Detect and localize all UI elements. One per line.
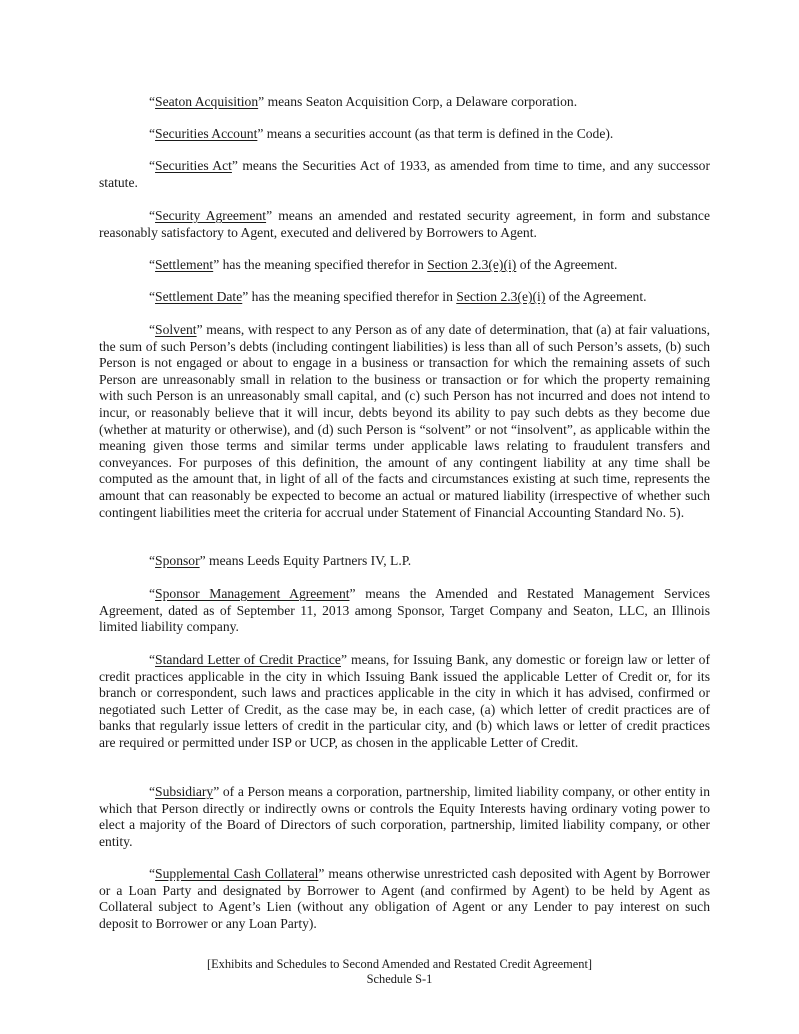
- defined-term: Seaton Acquisition: [155, 94, 259, 109]
- defined-term: Subsidiary: [155, 784, 214, 799]
- footer-page-label: Schedule S-1: [366, 972, 433, 986]
- definition-text: ” of a Person means a corporation, partnership, limited liability company, or other entity in which that Person directly or indirectly owns or controls the Equity Interests having ordinary voting power to elect a majority of the Board of Directors of such corporation, partnership, limited liability company, or other entity.: [99, 784, 710, 849]
- definition-text: ” means otherwise unrestricted cash deposited with Agent by Borrower or a Loan Party and designated by Borrower to Agent (and confirmed by Agent) to be held by Agent as Collateral subject to Agent’s Lien (without any obligation of Agent or any Lender to pay interest on such deposit to Borrower or any Loan Party).: [99, 866, 710, 931]
- definition-solvent: [99, 322, 710, 521]
- definition-text: ” has the meaning specified therefor in: [242, 289, 457, 304]
- page-footer: [0, 957, 799, 987]
- defined-term: Security Agreement: [155, 208, 267, 223]
- defined-term: Solvent: [155, 322, 197, 337]
- open-quote: “: [149, 784, 156, 799]
- open-quote: “: [149, 586, 156, 601]
- footer-title: [Exhibits and Schedules to Second Amended and Restated Credit Agreement]: [206, 957, 593, 971]
- defined-term: Securities Act: [155, 158, 232, 173]
- open-quote: “: [149, 322, 156, 337]
- definition-text: ” means the Securities Act of 1933, as amended from time to time, and any successor statute.: [99, 158, 710, 190]
- defined-term: Settlement Date: [155, 289, 243, 304]
- definition-text: ” means, with respect to any Person as of any date of determination, that (a) at fair valuations, the sum of such Person’s debts (including contingent liabilities) is less than all of such Person’s assets, (b) such Person is not engaged or about to engage in a business or transaction for which the remaining assets of such Person are unreasonably small in relation to the business or transaction or for which the property remaining with such Person is an unreasonably small capital, and (c) such Person has not incurred and does not intend to incur, or reasonably believe that it will incur, debts beyond its ability to pay such debts as they become due (whether at maturity or otherwise), and (d) such Person is “solvent” or not “insolvent”, as applicable within the meaning given those terms and similar terms under applicable laws relating to fraudulent transfers and conveyances. For purposes of this definition, the amount of any contingent liability at any time shall be computed as the amount that, in light of all of the facts and circumstances existing at such time, represents the amount that can reasonably be expected to become an actual or matured liability (irrespective of whether such contingent liabilities meet the criteria for accrual under Statement of Financial Accounting Standard No. 5).: [99, 322, 710, 520]
- defined-term: Settlement: [155, 257, 214, 272]
- definition-text: ” means an amended and restated security agreement, in form and substance reasonably satisfactory to Agent, executed and delivered by Borrowers to Agent.: [99, 208, 710, 240]
- definition-text: ” means a securities account (as that term is defined in the Code).: [257, 126, 614, 141]
- defined-term: Sponsor: [155, 553, 200, 568]
- definition-sponsor: [99, 553, 710, 570]
- open-quote: “: [149, 158, 156, 173]
- open-quote: “: [149, 652, 156, 667]
- definition-text: ” means, for Issuing Bank, any domestic or foreign law or letter of credit practices applicable in the city in which Issuing Bank issued the applicable Letter of Credit or, for its branch or correspondent, such laws and practices applicable in the city in which it has advised, confirmed or negotiated such Letter of Credit, as the case may be, in each case, (a) which letter of credit practices are of banks that regularly issue letters of credit in the particular city, and (b) which laws or letter of credit practices are required or permitted under ISP or UCP, as chosen in the applicable Letter of Credit.: [99, 652, 710, 750]
- defined-term: Sponsor Management Agreement: [155, 586, 350, 601]
- definition-text: ” has the meaning specified therefor in: [213, 257, 428, 272]
- definition-securities-account: [99, 126, 710, 143]
- section-reference: Section 2.3(e)(i): [456, 289, 546, 304]
- open-quote: “: [149, 553, 156, 568]
- definition-supplemental-cash-collateral: [99, 866, 710, 932]
- defined-term: Standard Letter of Credit Practice: [155, 652, 341, 667]
- open-quote: “: [149, 126, 156, 141]
- definition-text: of the Agreement.: [545, 289, 647, 304]
- definition-text: of the Agreement.: [516, 257, 618, 272]
- definition-subsidiary: [99, 784, 710, 850]
- definition-text: ” means the Amended and Restated Management Services Agreement, dated as of September 11, 2013 among Sponsor, Target Company and Seaton, LLC, an Illinois limited liability company.: [99, 586, 710, 635]
- defined-term: Securities Account: [155, 126, 258, 141]
- definition-settlement-date: [99, 289, 710, 306]
- defined-term: Supplemental Cash Collateral: [155, 866, 319, 881]
- definition-standard-letter-of-credit-practice: [99, 652, 710, 752]
- open-quote: “: [149, 208, 156, 223]
- open-quote: “: [149, 94, 156, 109]
- definition-settlement: [99, 257, 710, 274]
- open-quote: “: [149, 257, 156, 272]
- section-reference: Section 2.3(e)(i): [427, 257, 517, 272]
- definition-sponsor-management-agreement: [99, 586, 710, 636]
- definition-text: ” means Seaton Acquisition Corp, a Delaware corporation.: [258, 94, 578, 109]
- open-quote: “: [149, 289, 156, 304]
- definition-securities-act: [99, 158, 710, 191]
- open-quote: “: [149, 866, 156, 881]
- definition-security-agreement: [99, 208, 710, 241]
- definition-text: ” means Leeds Equity Partners IV, L.P.: [199, 553, 412, 568]
- definition-seaton-acquisition: [99, 94, 710, 111]
